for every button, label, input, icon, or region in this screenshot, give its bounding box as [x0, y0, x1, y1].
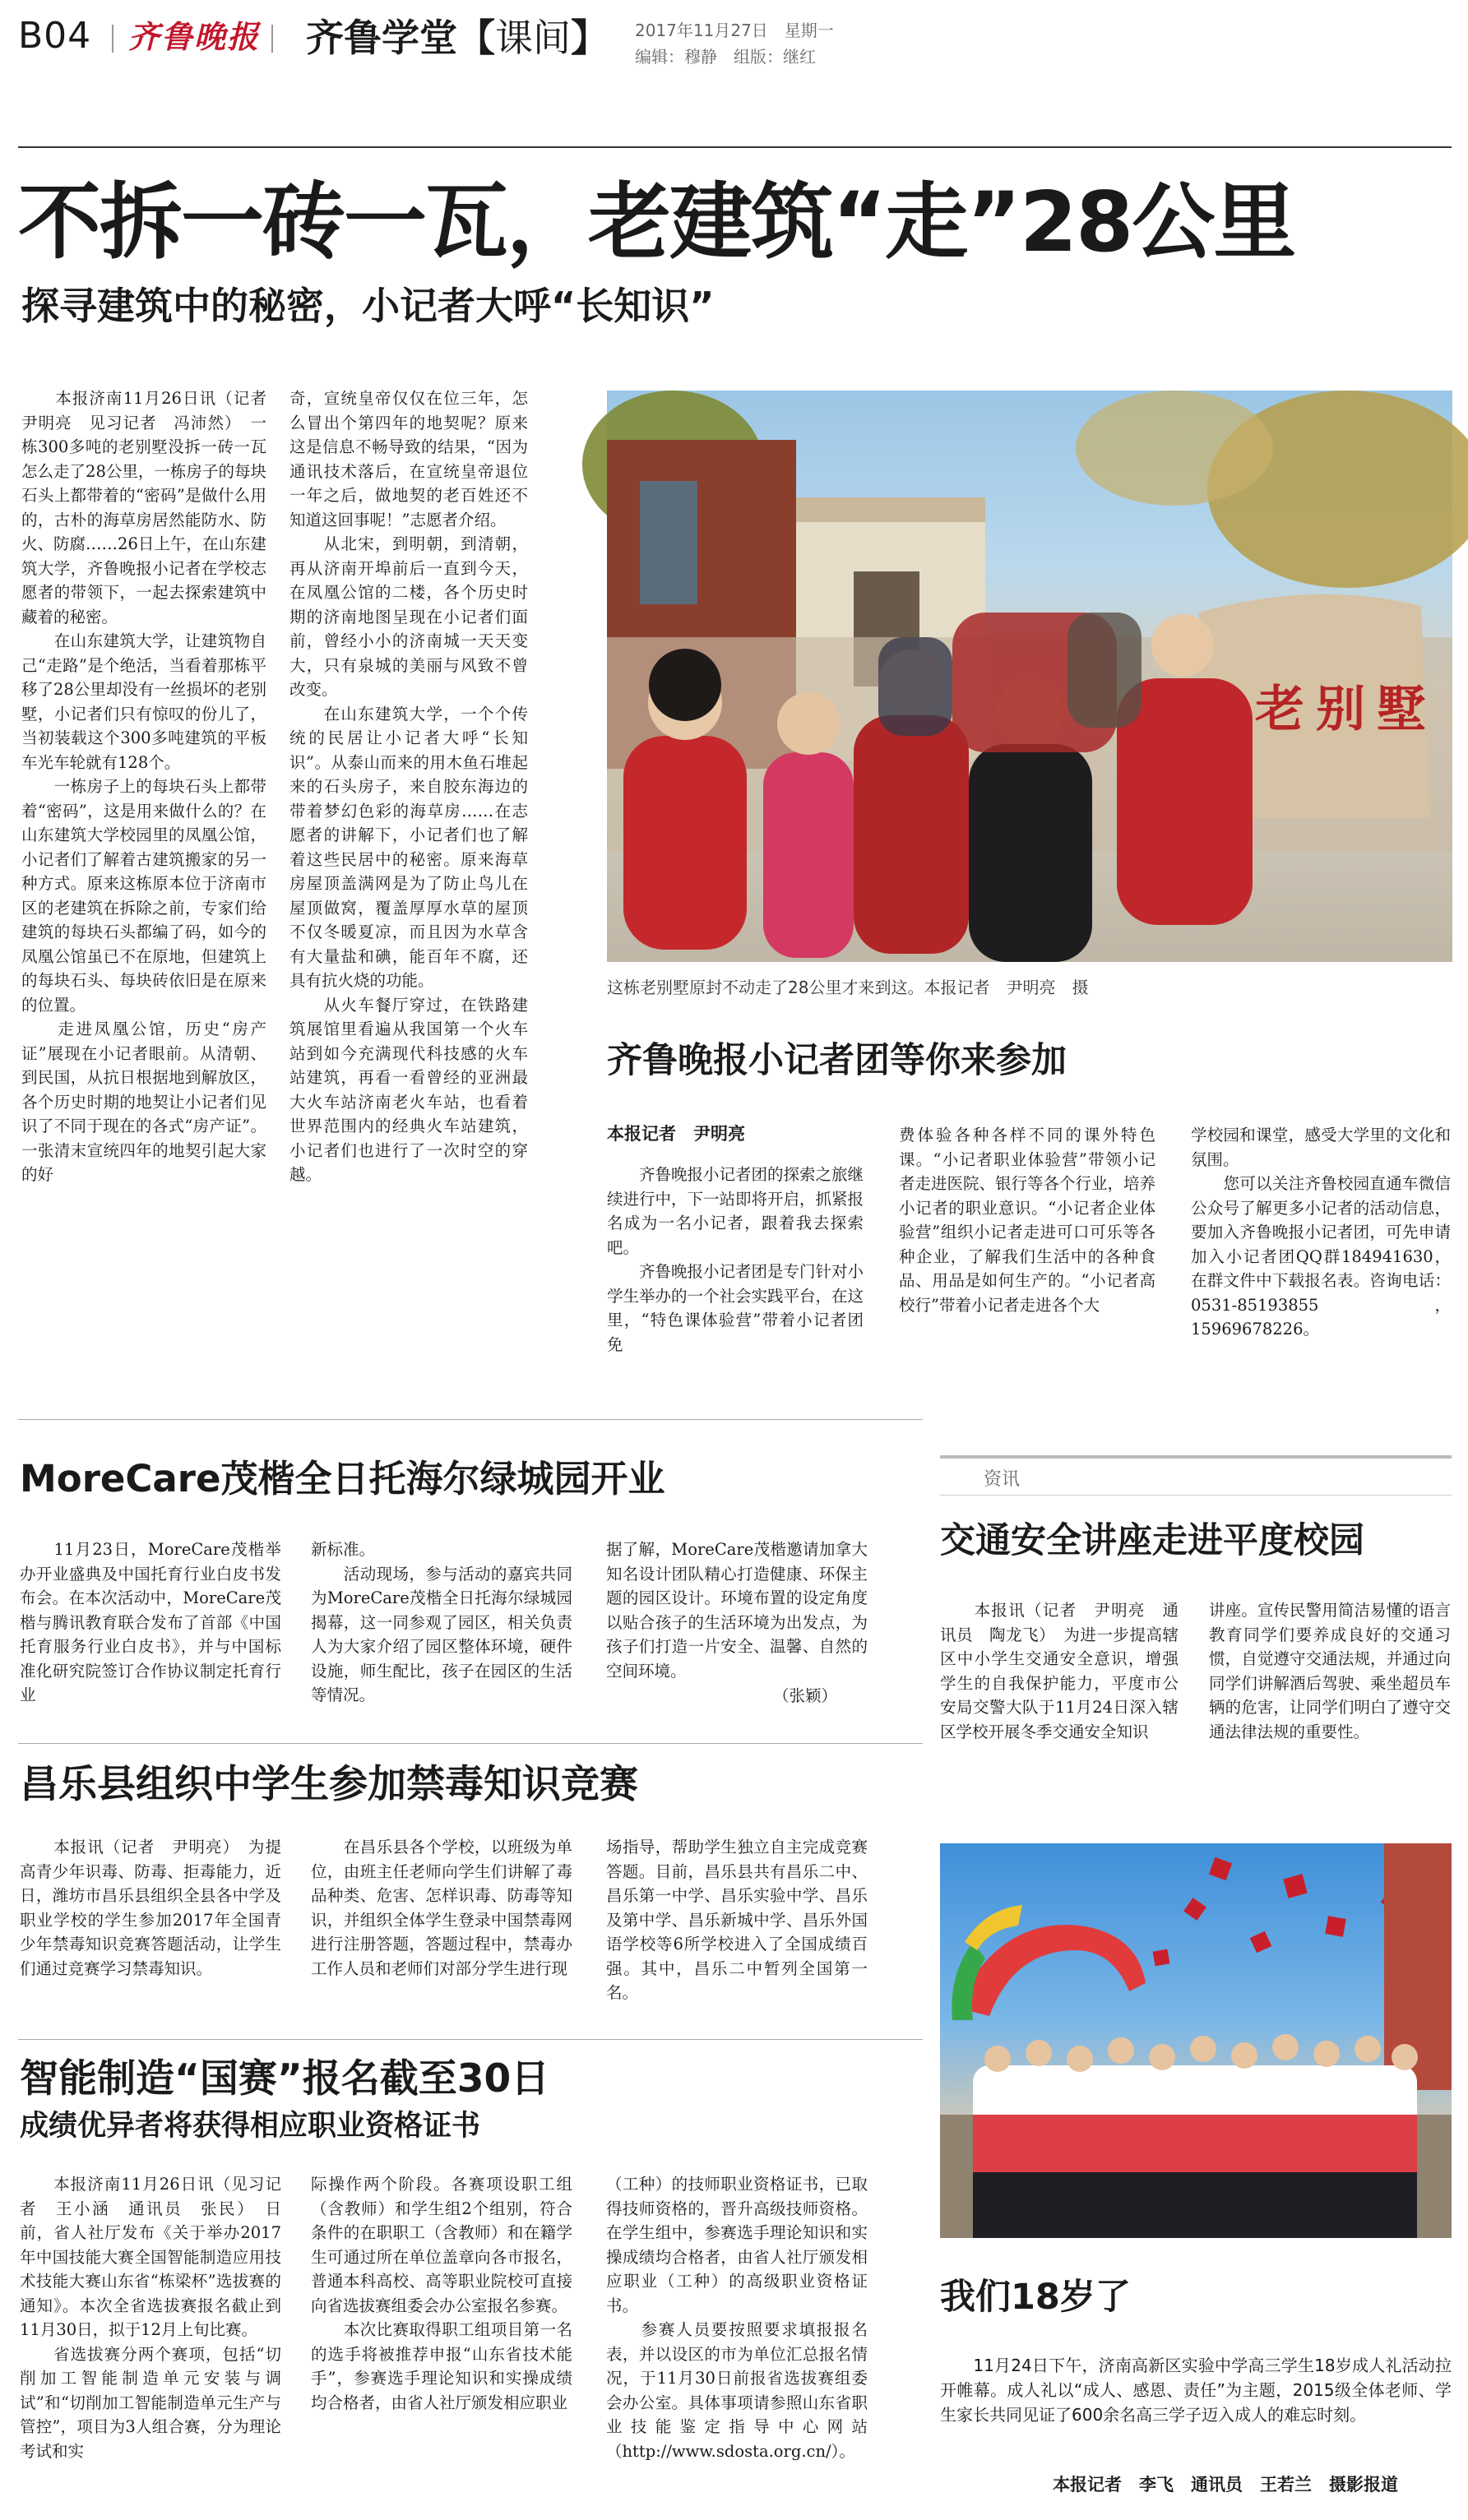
section-rule-2	[18, 1743, 923, 1744]
masthead-divider-1	[112, 25, 113, 53]
adult-title: 我们18岁了	[940, 2277, 1131, 2318]
changle-column-1: 本报讯（记者 尹明亮） 为提高青少年识毒、防毒、拒毒能力，近日，潍坊市昌乐县组织全县各中学及职业学校的学生参加2017年全国青少年禁毒知识竞赛答题活动，让学生们通过竞赛学习禁毒知识。	[20, 1838, 281, 1978]
morecare-column-2: 新标准。 活动现场，参与活动的嘉宾共同为MoreCare茂楷全日托海尔绿城园揭幕，这一同参观了园区，相关负责人为大家介绍了园区整体环境，硬件设施，师生配比，孩子在园区的生活等情况。	[311, 1540, 572, 1704]
students-group	[973, 2034, 1418, 2238]
adult-photo-scene	[940, 1843, 1452, 2238]
lead-subhead: 探寻建筑中的秘密，小记者大呼“长知识”	[21, 284, 715, 328]
lead-column-1: 本报济南11月26日讯（记者 尹明亮 见习记者 冯沛然） 一栋300多吨的老别墅没拆一砖一瓦怎么走了28公里，一栋房子的每块石头上都带着的“密码”是做什么用的，古朴的海草房居然能防水、防火、防腐……26日上午，在山东建筑大学，齐鲁晚报小记者在学校志愿者的带领下，一起去探索建筑中藏着的秘密。 在山东建筑大学，让建筑物自己“走路”是个绝活，当看着那栋平移了28公里却没有一丝损坏的老别墅，小记者们只有惊叹的份儿了，当初装载这个300多吨建筑的平板车光车轮就有128个。 一栋房子上的每块石头上都带着“密码”，这是用来做什么的？在山东建筑大学校园里的凤凰公馆，小记者们了解着古建筑搬家的另一种方式。原来这栋原本位于济南市区的老建筑在拆除之前，专家们给建筑的每块石头都编了码，如今的凤凰公馆虽已不在原地，但建筑上的每块石头、每块砖依旧是在原来的位置。 走进凤凰公馆，历史“房产证”展现在小记者眼前。从清朝、到民国，从抗日根据地到解放区，各个历史时期的地契让小记者们见识了不同于现在的各式“房产证”。一张清末宣统四年的地契引起大家的好	[21, 389, 266, 1184]
info-label: 资讯	[984, 1469, 1021, 1490]
lead-photo	[607, 391, 1452, 962]
info-box-top-rule	[940, 1455, 1452, 1459]
morecare-column-1: 11月23日，MoreCare茂楷举办开业盛典及中国托育行业白皮书发布会。在本次活动中，MoreCare茂楷与腾讯教育联合发布了首部《中国托育服务行业白皮书》，并与中国标准化研究院签订合作协议制定托育行业	[20, 1540, 281, 1704]
masthead-divider-2	[271, 25, 273, 53]
section-title: 齐鲁学堂【课间】	[306, 16, 609, 60]
recruit-title: 齐鲁晚报小记者团等你来参加	[607, 1040, 1067, 1081]
traffic-column-1: 本报讯（记者 尹明亮 通讯员 陶龙飞） 为进一步提高辖区中小学生交通安全意识，增强学生的自我保护能力，平度市公安局交警大队于11月24日深入辖区学校开展冬季交通安全知识	[940, 1601, 1179, 1741]
recruit-byline: 本报记者 尹明亮	[607, 1124, 745, 1144]
adult-body: 11月24日下午，济南高新区实验中学高三学生18岁成人礼活动拉开帷幕。成人礼以“成人、感恩、责任”为主题，2015级全体老师、学生家长共同见证了600余名高三学子迈入成人的难忘时刻。	[940, 2356, 1452, 2425]
page-number: B04	[18, 15, 92, 57]
contest-title: 智能制造“国赛”报名截至30日	[20, 2056, 550, 2102]
traffic-title: 交通安全讲座走进平度校园	[940, 1520, 1364, 1561]
paper-logo: 齐鲁晚报	[128, 18, 261, 55]
info-label-rule	[940, 1495, 1452, 1496]
contest-column-2: 际操作两个阶段。各赛项设职工组（含教师）和学生组2个组别，符合条件的在职职工（含教师）和在籍学生可通过所在单位盖章向各市报名，普通本科高校、高等职业院校可直接向省选拔赛组委会办公室报名参赛。 本次比赛取得职工组项目第一名的选手将被推荐申报“山东省技术能手”，参赛选手理论知识和实操成绩均合格者，由省人社厅颁发相应职业	[311, 2175, 572, 2412]
morecare-signature: （张颖）	[773, 1686, 838, 1705]
contest-subtitle: 成绩优异者将获得相应职业资格证书	[20, 2110, 481, 2143]
recruit-column-3: 学校园和课堂，感受大学里的文化和氛围。 您可以关注齐鲁校园直通车微信公众号了解更多小记者的活动信息，要加入齐鲁晚报小记者团，可先申请加入小记者团QQ群184941630，在群文件中下载报名表。咨询电话：0531-85193855，15969678226。	[1191, 1126, 1451, 1339]
lead-headline: 不拆一砖一瓦，老建筑“走”28公里	[18, 173, 1295, 270]
morecare-column-3: 据了解，MoreCare茂楷邀请加拿大知名设计团队精心打造健康、环保主题的园区设计。环境布置的设定角度以贴合孩子的生活环境为出发点，为孩子们打造一片安全、温馨、自然的空间环境。	[606, 1540, 868, 1681]
masthead-editors: 编辑：穆静 组版：继红	[635, 47, 816, 67]
changle-column-3: 场指导，帮助学生独立自主完成竞赛答题。目前，昌乐县共有昌乐二中、昌乐第一中学、昌乐实验中学、昌乐及第中学、昌乐新城中学、昌乐外国语学校等6所学校进入了全国成绩百强。其中，昌乐二中暂列全国第一名。	[606, 1838, 868, 2002]
traffic-column-2: 讲座。宣传民警用简洁易懂的语言教育同学们要养成良好的交通习惯，自觉遵守交通法规，并通过向同学们讲解酒后驾驶、乘坐超员车辆的危害，让同学们明白了遵守交通法律法规的重要性。	[1209, 1601, 1451, 1741]
contest-column-1: 本报济南11月26日讯（见习记者 王小涵 通讯员 张民） 日前，省人社厅发布《关于举办2017年中国技能大赛全国智能制造应用技术技能大赛山东省“栋梁杯”选拔赛的通知》。本次全省选拔赛报名截止到11月30日，拟于12月上旬比赛。 省选拔赛分两个赛项，包括“切削加工智能制造单元安装与调试”和“切削加工智能制造单元生产与管控”，项目为3人组合赛，分为理论考试和实	[20, 2175, 281, 2461]
section-rule-1	[18, 1419, 923, 1420]
morecare-title: MoreCare茂楷全日托海尔绿城园开业	[20, 1457, 665, 1500]
adult-credit: 本报记者 李飞 通讯员 王若兰 摄影报道	[1053, 2475, 1398, 2495]
section-rule-3	[18, 2039, 923, 2040]
stone-sign-text: 老别墅	[1255, 681, 1438, 738]
section-column: 课间	[495, 16, 571, 60]
recruit-column-2: 费体验各种各样不同的课外特色课。“小记者职业体验营”带领小记者走进医院、银行等各个行业，培养小记者的职业意识。“小记者企业体验营”组织小记者走进可口可乐等各种企业，了解我们生活中的各种食品、用品是如何生产的。“小记者高校行”带着小记者走进各个大	[899, 1126, 1156, 1315]
adult-photo	[940, 1843, 1452, 2238]
contest-column-3: （工种）的技师职业资格证书，已取得技师资格的，晋升高级技师资格。在学生组中，参赛选手理论知识和实操成绩均合格者，由省人社厅颁发相应职业（工种）的高级职业资格证书。 参赛人员要按照要求填报报名表，并以设区的市为单位汇总报名情况，于11月30日前报省选拔赛组委会办公室。具体事项请参照山东省职业技能鉴定指导中心网站（http://www.sdosta.org.cn/）。	[606, 2175, 868, 2461]
lead-column-2: 奇，宣统皇帝仅仅在位三年，怎么冒出个第四年的地契呢？原来这是信息不畅导致的结果，“因为通讯技术落后，在宣统皇帝退位一年之后，做地契的老百姓还不知道这回事呢！”志愿者介绍。 从北宋，到明朝，到清朝，再从济南开埠前后一直到今天，在凤凰公馆的二楼，各个历史时期的济南地图呈现在小记者们面前，曾经小小的济南城一天天变大，只有泉城的美丽与风致不曾改变。 在山东建筑大学，一个个传统的民居让小记者大呼“长知识”。从泰山而来的用木鱼石堆起来的石头房子，来自胶东海边的带着梦幻色彩的海草房……在志愿者的讲解下，小记者们也了解着这些民居中的秘密。原来海草房屋顶盖满网是为了防止鸟儿在屋顶做窝，覆盖厚厚水草的屋顶不仅冬暖夏凉，而且因为水草含有大量盐和碘，能百年不腐，还具有抗火烧的功能。 从火车餐厅穿过，在铁路建筑展馆里看遍从我国第一个火车站到如今充满现代科技感的火车站建筑，再看一看曾经的亚洲最大火车站济南老火车站，也看着世界范围内的经典火车站建筑，小记者们也进行了一次时空的穿越。	[289, 389, 528, 1184]
recruit-column-1: 齐鲁晚报小记者团的探索之旅继续进行中，下一站即将开启，抓紧报名成为一名小记者，跟着我去探索吧。 齐鲁晚报小记者团是专门针对小学生举办的一个社会实践平台，在这里，“特色课体验营”带着小记者团免	[607, 1165, 864, 1354]
changle-column-2: 在昌乐县各个学校，以班级为单位，由班主任老师向学生们讲解了毒品种类、危害、怎样识毒、防毒等知识，并组织全体学生登录中国禁毒网进行注册答题，答题过程中，禁毒办工作人员和老师们对部分学生进行现	[311, 1838, 572, 1978]
masthead-rule	[18, 146, 1452, 148]
masthead-date: 2017年11月27日 星期一	[635, 21, 834, 40]
changle-title: 昌乐县组织中学生参加禁毒知识竞赛	[20, 1762, 638, 1807]
section-name: 齐鲁学堂	[306, 16, 457, 60]
lead-photo-caption: 这栋老别墅原封不动走了28公里才来到这。本报记者 尹明亮 摄	[607, 978, 1089, 997]
